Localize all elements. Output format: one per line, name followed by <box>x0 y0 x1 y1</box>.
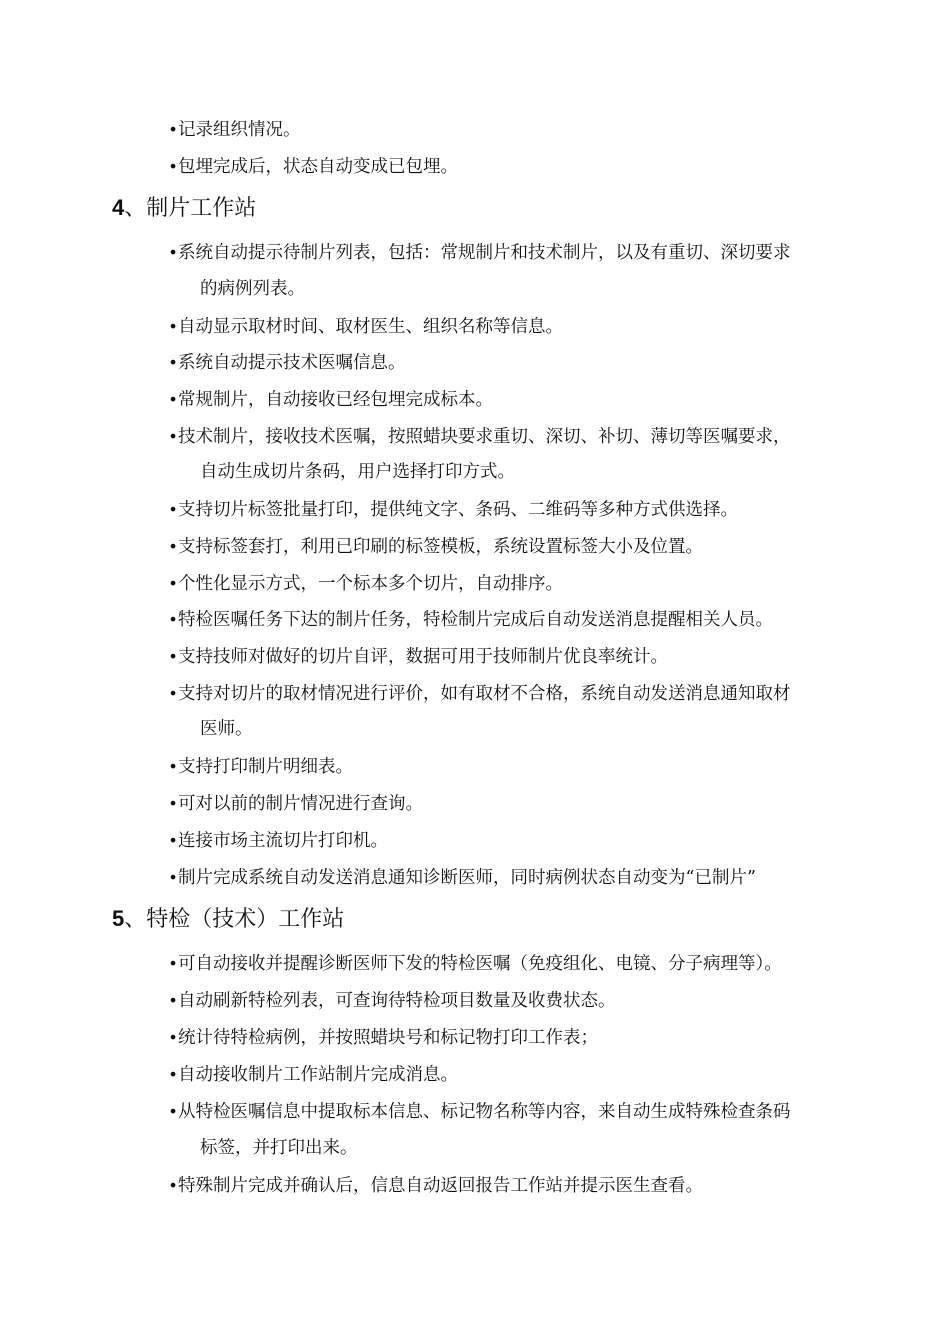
list-item-text: 自动刷新特检列表，可查询待特检项目数量及收费状态。 <box>178 991 616 1011</box>
bullet: • <box>170 646 177 666</box>
bullet: • <box>170 953 177 973</box>
list-item-text: 系统自动提示技术医嘱信息。 <box>178 353 406 373</box>
bullet: • <box>170 316 177 336</box>
list-item <box>170 1025 910 1050</box>
list-item-text: 常规制片，自动接收已经包埋完成标本。 <box>178 390 493 410</box>
bullet: • <box>170 609 177 629</box>
list-item <box>170 1062 910 1087</box>
list-item-text: 自动显示取材时间、取材医生、组织名称等信息。 <box>178 317 563 337</box>
list-item <box>170 951 910 976</box>
list-item-text: 系统自动提示待制片列表，包括：常规制片和技术制片，以及有重切、深切要求 <box>178 243 791 263</box>
list-item <box>170 828 910 853</box>
list-item-continuation: 自动生成切片条码，用户选择打印方式。 <box>200 462 515 482</box>
list-item <box>170 644 910 669</box>
list-item-text: 特检医嘱任务下达的制片任务，特检制片完成后自动发送消息提醒相关人员。 <box>178 610 773 630</box>
list-item <box>170 350 910 375</box>
list-item-continuation: 标签，并打印出来。 <box>200 1138 358 1158</box>
bullet: • <box>170 1175 177 1195</box>
list-item-text: 自动接收制片工作站制片完成消息。 <box>178 1065 458 1085</box>
list-item <box>170 681 910 706</box>
list-item <box>170 117 910 142</box>
bullet: • <box>170 1064 177 1084</box>
section-heading <box>112 904 344 935</box>
section-heading <box>112 193 256 224</box>
list-item-text: 技术制片，接收技术医嘱，按照蜡块要求重切、深切、补切、薄切等医嘱要求， <box>178 427 791 447</box>
bullet: • <box>170 426 177 446</box>
list-item-text: 包埋完成后，状态自动变成已包埋。 <box>178 157 458 177</box>
list-item-text: 支持对切片的取材情况进行评价，如有取材不合格，系统自动发送消息通知取材 <box>178 684 791 704</box>
list-item-text: 个性化显示方式，一个标本多个切片，自动排序。 <box>178 574 563 594</box>
list-item <box>170 424 910 449</box>
section-number: 4 <box>112 195 125 220</box>
list-item-text: 从特检医嘱信息中提取标本信息、标记物名称等内容，来自动生成特殊检查条码 <box>178 1102 791 1122</box>
list-item-text: 可对以前的制片情况进行查询。 <box>178 794 423 814</box>
list-item <box>170 387 910 412</box>
bullet: • <box>170 830 177 850</box>
bullet: • <box>170 156 177 176</box>
bullet: • <box>170 990 177 1010</box>
list-item <box>170 607 910 632</box>
bullet: • <box>170 536 177 556</box>
list-item-text: 支持切片标签批量打印，提供纯文字、条码、二维码等多种方式供选择。 <box>178 500 738 520</box>
list-item-text: 制片完成系统自动发送消息通知诊断医师，同时病例状态自动变为“已制片” <box>178 868 756 888</box>
list-item-text: 特殊制片完成并确认后，信息自动返回报告工作站并提示医生查看。 <box>178 1176 703 1196</box>
section-title: 、制片工作站 <box>124 196 257 221</box>
list-item <box>170 1173 910 1198</box>
list-item-text: 记录组织情况。 <box>178 120 301 140</box>
section-number: 5 <box>112 906 125 931</box>
list-item <box>170 1099 910 1124</box>
list-item <box>170 754 910 779</box>
list-item-continuation: 医师。 <box>200 719 253 739</box>
bullet: • <box>170 683 177 703</box>
bullet: • <box>170 242 177 262</box>
list-item <box>170 534 910 559</box>
list-item-text: 统计待特检病例，并按照蜡块号和标记物打印工作表； <box>178 1028 598 1048</box>
list-item <box>170 988 910 1013</box>
list-item-text: 支持技师对做好的切片自评，数据可用于技师制片优良率统计。 <box>178 647 668 667</box>
list-item <box>170 240 910 265</box>
list-item-text: 可自动接收并提醒诊断医师下发的特检医嘱（免疫组化、电镜、分子病理等）。 <box>178 954 782 974</box>
section-title: 、特检（技术）工作站 <box>124 907 345 932</box>
bullet: • <box>170 756 177 776</box>
list-item <box>170 154 910 179</box>
list-item <box>170 865 910 890</box>
list-item-text: 支持标签套打，利用已印刷的标签模板，系统设置标签大小及位置。 <box>178 537 703 557</box>
list-item-text: 连接市场主流切片打印机。 <box>178 831 388 851</box>
bullet: • <box>170 573 177 593</box>
bullet: • <box>170 499 177 519</box>
bullet: • <box>170 119 177 139</box>
bullet: • <box>170 352 177 372</box>
bullet: • <box>170 1101 177 1121</box>
list-item <box>170 497 910 522</box>
bullet: • <box>170 793 177 813</box>
list-item <box>170 571 910 596</box>
bullet: • <box>170 1027 177 1047</box>
bullet: • <box>170 867 177 887</box>
list-item-text: 支持打印制片明细表。 <box>178 757 353 777</box>
bullet: • <box>170 389 177 409</box>
list-item <box>170 314 910 339</box>
list-item-continuation: 的病例列表。 <box>200 279 305 299</box>
list-item <box>170 791 910 816</box>
